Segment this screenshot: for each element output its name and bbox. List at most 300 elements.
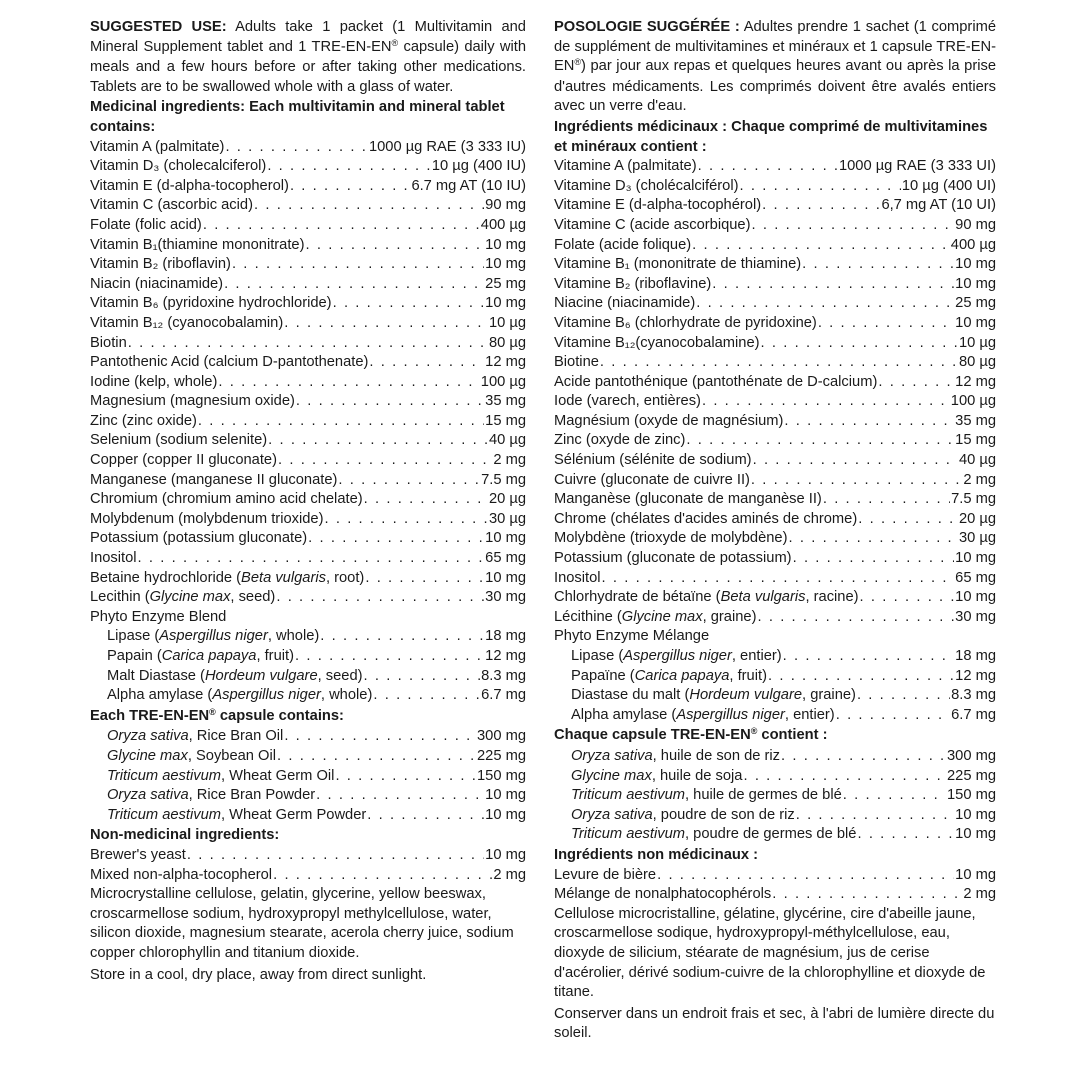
ingredient-amount: 35 mg (955, 412, 996, 429)
ingredient-name: Niacine (niacinamide) (554, 295, 696, 312)
posologie-label: POSOLOGIE SUGGÉRÉE : (554, 19, 740, 35)
ingredient-name: Vitamine C (acide ascorbique) (554, 216, 751, 233)
dot-leader (290, 177, 411, 197)
ingredient-name: Malt Diastase (Hordeum vulgare, seed) (107, 667, 363, 684)
ingredient-row (554, 647, 996, 667)
ingredient-name: Zinc (oxyde de zinc) (554, 432, 686, 449)
ingredient-amount: 90 mg (955, 216, 996, 233)
ingredient-name: Folate (acide folique) (554, 236, 692, 253)
ingredient-row (90, 786, 526, 806)
ingredient-name: Vitamin B₁₂ (cyanocobalamin) (90, 314, 284, 331)
enzyme-ingredients-list-fr (554, 647, 996, 725)
ingredient-row (554, 196, 996, 216)
ingredient-row (90, 767, 526, 787)
ingredient-name: Papaïne (Carica papaya, fruit) (571, 667, 767, 684)
ingredients-medicinaux-heading: Ingrédients médicinaux : Chaque comprimé de multivitamines et minéraux contient : (554, 118, 988, 155)
ingredient-amount: 10 µg (400 UI) (901, 177, 996, 194)
ingredient-amount: 100 µg (950, 393, 996, 410)
ingredient-name: Copper (copper II gluconate) (90, 452, 277, 469)
ingredient-row (554, 334, 996, 354)
ingredient-row (90, 647, 526, 667)
ingredient-amount: 10 µg (958, 334, 996, 351)
ingredient-row (90, 314, 526, 334)
tablet-ingredients-list-fr (554, 157, 996, 627)
ingredient-name: Lipase (Aspergillus niger, whole) (107, 628, 320, 645)
dot-leader (128, 334, 488, 354)
ingredient-row (90, 216, 526, 236)
dot-leader (757, 608, 954, 628)
ingredient-amount: 400 µg (480, 216, 526, 233)
dot-leader (373, 686, 480, 706)
ingredient-name: Diastase du malt (Hordeum vulgare, graine) (571, 687, 856, 704)
dot-leader (232, 255, 484, 275)
dot-leader (225, 138, 368, 158)
dot-leader (367, 806, 484, 826)
ingredient-name: Vitamin B₁(thiamine mononitrate) (90, 236, 305, 253)
dot-leader (751, 471, 962, 491)
dot-leader (305, 236, 484, 256)
ingredient-name: Iode (varech, entières) (554, 393, 701, 410)
phyto-enzyme-melange-label: Phyto Enzyme Mélange (554, 628, 710, 645)
ingredient-row (90, 549, 526, 569)
ingredient-amount: 12 mg (485, 648, 526, 664)
ingredient-row (90, 196, 526, 216)
ingredient-amount: 10 mg (955, 256, 996, 273)
ingredient-name: Vitamin D₃ (cholecalciferol) (90, 158, 267, 175)
non-medicinal-heading: Non-medicinal ingredients: (90, 827, 280, 844)
ingredient-name: Papain (Carica papaya, fruit) (107, 648, 294, 664)
ingredient-row (90, 412, 526, 432)
dot-leader (284, 314, 488, 334)
dot-leader (878, 373, 954, 393)
ingredient-name: Pantothenic Acid (calcium D-pantothenate) (90, 354, 369, 371)
ingredient-row (90, 866, 526, 886)
dot-leader (218, 373, 479, 393)
suggested-use-paragraph (90, 18, 526, 97)
ingredient-name: Triticum aestivum, huile de germes de blé (571, 787, 842, 804)
ingredient-name: Manganese (manganese II gluconate) (90, 471, 338, 488)
dot-leader (692, 236, 950, 256)
dot-leader (818, 314, 954, 334)
dot-leader (254, 196, 484, 216)
dot-leader (793, 549, 955, 569)
dot-leader (751, 216, 954, 236)
ingredient-row (90, 431, 526, 451)
ingredient-row (90, 667, 526, 687)
ingredient-amount: 40 µg (958, 452, 996, 469)
english-column (90, 18, 526, 985)
dot-leader (338, 471, 480, 491)
ingredient-amount: 8.3 mg (951, 687, 996, 704)
dot-leader (224, 275, 484, 295)
ingredient-name: Triticum aestivum, Wheat Germ Oil (107, 767, 335, 784)
ingredient-amount: 2 mg (493, 866, 526, 883)
ingredient-row (554, 806, 996, 826)
ingredient-name: Vitamin C (ascorbic acid) (90, 197, 253, 214)
ingredient-row (554, 529, 996, 549)
ingredient-amount: 10 µg (488, 314, 526, 331)
ingredient-name: Vitamine B₁ (mononitrate de thiamine) (554, 256, 802, 273)
ingredient-row (554, 431, 996, 451)
dot-leader (364, 490, 488, 510)
dot-leader (686, 431, 954, 451)
dot-leader (657, 866, 954, 886)
dot-leader (268, 431, 488, 451)
ingredient-amount: 2 mg (493, 452, 526, 469)
ingredient-name: Levure de bière (554, 866, 657, 883)
ingredient-row (554, 885, 996, 905)
ingredient-amount: 6.7 mg (481, 687, 526, 704)
ingredient-amount: 10 mg (955, 550, 996, 567)
capsule-contents-heading: Each TRE-EN-EN® capsule contains: (90, 706, 344, 724)
ingredient-row (90, 392, 526, 412)
ingredient-name: Vitamine B₆ (chlorhydrate de pyridoxine) (554, 314, 817, 331)
ingredient-amount: 12 mg (955, 667, 996, 684)
dot-leader (781, 747, 946, 767)
ingredient-amount: 300 mg (947, 747, 996, 764)
ingredient-name: Sélénium (sélénite de sodium) (554, 452, 752, 469)
ingredient-name: Chrome (chélates d'acides aminés de chrome) (554, 510, 858, 527)
ingredient-row (90, 686, 526, 706)
ingredient-name: Vitamin E (d-alpha-tocopherol) (90, 177, 289, 194)
ingredient-amount: 30 mg (485, 589, 526, 606)
dot-leader (284, 727, 476, 747)
ingredient-name: Folate (folic acid) (90, 216, 202, 233)
ingredient-amount: 7.5 mg (951, 491, 996, 508)
ingredient-amount: 15 mg (955, 432, 996, 449)
dot-leader (823, 490, 950, 510)
dot-leader (203, 216, 480, 236)
dot-leader (365, 569, 484, 589)
ingredient-row (90, 353, 526, 373)
tablet-ingredients-list (90, 138, 526, 608)
registered-trademark-icon: ® (209, 706, 216, 717)
ingredient-row (90, 627, 526, 647)
ingredient-amount: 65 mg (955, 569, 996, 586)
ingredient-name: Oryza sativa, huile de son de riz (571, 747, 780, 764)
dot-leader (198, 412, 484, 432)
ingredient-name: Brewer's yeast (90, 846, 186, 863)
ingredient-amount: 225 mg (477, 747, 526, 764)
ingredient-amount: 10 mg (485, 295, 526, 312)
dot-leader (783, 647, 955, 667)
ingredient-amount: 6.7 mg (951, 706, 996, 723)
ingredient-name: Biotine (554, 354, 599, 371)
ingredient-row (90, 373, 526, 393)
ingredient-name: Selenium (sodium selenite) (90, 432, 268, 449)
ingredient-name: Iodine (kelp, whole) (90, 373, 218, 390)
ingredient-amount: 12 mg (485, 354, 526, 371)
ingredient-name: Glycine max, huile de soja (571, 767, 743, 784)
dot-leader (743, 767, 946, 787)
ingredient-row (90, 294, 526, 314)
dot-leader (753, 451, 958, 471)
ingredient-row (554, 392, 996, 412)
ingredient-amount: 90 mg (485, 197, 526, 214)
ingredient-name: Mixed non-alpha-tocopherol (90, 866, 273, 883)
registered-trademark-icon: ® (750, 726, 758, 737)
ingredient-row (90, 157, 526, 177)
ingredient-row (90, 177, 526, 197)
ingredient-amount: 100 µg (480, 373, 526, 390)
ingredient-name: Inositol (554, 569, 601, 586)
ingredient-row (90, 138, 526, 158)
ingredient-amount: 150 mg (477, 767, 526, 784)
ingredient-row (554, 510, 996, 530)
ingredient-name: Biotin (90, 334, 127, 351)
ingredient-name: Potassium (gluconate de potassium) (554, 550, 792, 567)
dot-leader (138, 549, 485, 569)
ingredient-row (90, 569, 526, 589)
dot-leader (364, 667, 481, 687)
dot-leader (836, 706, 950, 726)
dot-leader (369, 353, 484, 373)
dot-leader (296, 392, 484, 412)
ingredient-row (554, 608, 996, 628)
ingredient-amount: 80 µg (958, 354, 996, 371)
ingredient-amount: 10 mg (955, 866, 996, 883)
registered-trademark-icon: ® (574, 57, 582, 68)
ingredient-row (90, 529, 526, 549)
ingredient-name: Alpha amylase (Aspergillus niger, whole) (107, 687, 373, 704)
dot-leader (187, 846, 484, 866)
ingredient-name: Alpha amylase (Aspergillus niger, entier) (571, 706, 835, 723)
ingredient-amount: 10 mg (485, 806, 526, 823)
ingredient-row (554, 706, 996, 726)
ingredient-row (554, 667, 996, 687)
dot-leader (295, 647, 484, 667)
ingredient-name: Vitamin A (palmitate) (90, 138, 225, 155)
ingredient-name: Oryza sativa, poudre de son de riz (571, 806, 795, 823)
dot-leader (768, 667, 954, 687)
dot-leader (789, 529, 958, 549)
ingredient-amount: 7.5 mg (481, 471, 526, 488)
ingredient-amount: 6,7 mg AT (10 UI) (881, 197, 996, 214)
ingredient-row (554, 866, 996, 886)
ingredient-name: Triticum aestivum, poudre de germes de blé (571, 826, 857, 843)
dot-leader (276, 588, 484, 608)
ingredient-amount: 10 mg (955, 806, 996, 823)
ingredient-name: Oryza sativa, Rice Bran Oil (107, 728, 284, 745)
ingredient-row (90, 334, 526, 354)
ingredient-name: Lécithine (Glycine max, graine) (554, 608, 757, 625)
ingredient-row (554, 255, 996, 275)
dot-leader (857, 686, 950, 706)
ingredient-amount: 18 mg (955, 648, 996, 664)
ingredient-row (554, 353, 996, 373)
ingredient-amount: 25 mg (485, 275, 526, 292)
ingredient-amount: 35 mg (485, 393, 526, 410)
ingredient-name: Vitamine B₁₂(cyanocobalamine) (554, 334, 760, 351)
ingredient-row (554, 236, 996, 256)
dot-leader (796, 806, 954, 826)
ingredient-name: Vitamine E (d-alpha-tocophérol) (554, 197, 762, 214)
ingredient-name: Vitamine B₂ (riboflavine) (554, 275, 712, 292)
dot-leader (320, 627, 484, 647)
ingredient-amount: 2 mg (963, 471, 996, 488)
ingredient-row (554, 294, 996, 314)
posologie-text: Adultes prendre 1 sachet (1 comprimé de supplément de multivitamines et minéraux et 1 capsule TRE-EN-EN®) par jour aux repas et quelques heures avant ou après la prise d'autres médicaments. Les comprimés doivent être avalés entiers avec un verre d'eau. (554, 19, 996, 115)
ingredient-amount: 225 mg (947, 767, 996, 784)
ingredient-name: Magnésium (oxyde de magnésium) (554, 412, 784, 429)
dot-leader (761, 334, 958, 354)
ingredient-amount: 25 mg (955, 295, 996, 312)
ingredient-name: Vitamine D₃ (cholécalciférol) (554, 177, 739, 194)
non-medicinal-text-fr: Cellulose microcristalline, gélatine, glycérine, cire d'abeille jaune, croscarmellose sodique, hydroxypropyl-méthylcellulose, eau, dioxyde de silicium, stéarate de magnésium, jus de cerise d'acérolier, dérivé sodium-cuivre de la chlorophylline et dioxyde de titane. (554, 905, 986, 1001)
ingredient-row (554, 373, 996, 393)
posologie-paragraph (554, 18, 996, 117)
ingredient-amount: 10 mg (485, 787, 526, 804)
ingredient-name: Mélange de nonalphatocophérols (554, 886, 772, 903)
ingredient-amount: 30 µg (958, 530, 996, 547)
ingredient-row (554, 588, 996, 608)
ingredient-amount: 65 mg (485, 550, 526, 567)
ingredient-name: Zinc (zinc oxide) (90, 412, 197, 429)
ingredient-amount: 2 mg (963, 886, 996, 903)
ingredient-amount: 10 mg (955, 826, 996, 843)
ingredient-name: Niacin (niacinamide) (90, 275, 224, 292)
non-medicinal-text: Microcrystalline cellulose, gelatin, glycerine, yellow beeswax, croscarmellose sodium, hydroxypropyl methylcellulose, water, silicon dioxide, magnesium stearate, acerola cherry juice, sodium copper chlorophyllin and titanium dioxide. (90, 886, 514, 961)
ingredient-name: Vitamine A (palmitate) (554, 158, 697, 175)
storage-text: Store in a cool, dry place, away from direct sunlight. (90, 966, 427, 983)
dot-leader (698, 157, 838, 177)
dot-leader (333, 294, 485, 314)
french-column (554, 18, 996, 1044)
non-medicinal-heading-fr: Ingrédients non médicinaux : (554, 846, 759, 863)
ingredient-row (554, 686, 996, 706)
dot-leader (602, 569, 955, 589)
registered-trademark-icon: ® (391, 37, 399, 48)
ingredient-name: Glycine max, Soybean Oil (107, 747, 276, 764)
dot-leader (267, 157, 431, 177)
ingredient-row (90, 510, 526, 530)
dot-leader (712, 275, 954, 295)
ingredient-row (90, 588, 526, 608)
ingredient-row (90, 747, 526, 767)
ingredient-row (554, 177, 996, 197)
ingredient-amount: 150 mg (947, 787, 996, 804)
ingredient-amount: 400 µg (950, 236, 996, 253)
ingredient-name: Manganèse (gluconate de manganèse II) (554, 491, 822, 508)
phyto-enzyme-blend-label: Phyto Enzyme Blend (90, 608, 227, 625)
dot-leader (308, 529, 484, 549)
ingredient-amount: 10 mg (485, 236, 526, 253)
ingredient-row (90, 451, 526, 471)
ingredient-name: Lipase (Aspergillus niger, entier) (571, 648, 782, 664)
ingredient-row (554, 786, 996, 806)
ingredient-row (90, 255, 526, 275)
dot-leader (802, 255, 954, 275)
dot-leader (762, 196, 880, 216)
ingredient-row (554, 314, 996, 334)
ingredient-name: Inositol (90, 550, 137, 567)
ingredient-amount: 10 mg (955, 275, 996, 292)
ingredient-name: Magnesium (magnesium oxide) (90, 393, 295, 410)
ingredient-name: Cuivre (gluconate de cuivre II) (554, 471, 750, 488)
ingredient-amount: 12 mg (955, 373, 996, 390)
dot-leader (858, 510, 958, 530)
non-medicinal-list-fr (554, 866, 996, 905)
ingredient-amount: 30 µg (488, 510, 526, 527)
ingredient-amount: 80 µg (488, 334, 526, 351)
ingredient-amount: 20 µg (958, 510, 996, 527)
ingredient-row (90, 236, 526, 256)
capsule-ingredients-list (90, 727, 526, 825)
ingredient-row (554, 747, 996, 767)
capsule-ingredients-list-fr (554, 747, 996, 845)
dot-leader (739, 177, 900, 197)
ingredient-row (554, 451, 996, 471)
ingredient-row (554, 216, 996, 236)
ingredient-name: Chlorhydrate de bétaïne (Beta vulgaris, racine) (554, 589, 859, 606)
suggested-use-label: SUGGESTED USE: (90, 19, 227, 35)
dot-leader (273, 866, 492, 886)
dot-leader (843, 786, 946, 806)
ingredient-row (554, 471, 996, 491)
ingredient-name: Triticum aestivum, Wheat Germ Powder (107, 806, 367, 823)
ingredient-amount: 10 mg (485, 846, 526, 863)
capsule-contents-heading-fr: Chaque capsule TRE-EN-EN® contient : (554, 726, 828, 744)
ingredient-row (554, 549, 996, 569)
ingredient-row (90, 275, 526, 295)
dot-leader (316, 786, 484, 806)
ingredient-amount: 10 mg (955, 314, 996, 331)
ingredient-name: Vitamin B₆ (pyridoxine hydrochloride) (90, 295, 332, 312)
dot-leader (600, 353, 958, 373)
ingredient-amount: 8.3 mg (481, 667, 526, 684)
ingredient-row (90, 727, 526, 747)
ingredient-name: Acide pantothénique (pantothénate de D-calcium) (554, 373, 878, 390)
dot-leader (857, 825, 954, 845)
ingredient-name: Lecithin (Glycine max, seed) (90, 589, 276, 606)
suggested-use-text: Adults take 1 packet (1 Multivitamin and Mineral Supplement tablet and 1 TRE-EN-EN® capsule) daily with meals and a few hours before or after taking other medications. Tablets are to be swallowed whole with a glass of water. (90, 19, 526, 95)
ingredient-row (90, 846, 526, 866)
ingredient-amount: 30 mg (955, 608, 996, 625)
ingredient-row (554, 569, 996, 589)
ingredient-row (554, 275, 996, 295)
ingredient-name: Molybdenum (molybdenum trioxide) (90, 510, 324, 527)
ingredient-row (554, 157, 996, 177)
ingredient-amount: 10 mg (955, 589, 996, 606)
ingredient-name: Betaine hydrochloride (Beta vulgaris, root) (90, 569, 365, 586)
enzyme-ingredients-list (90, 627, 526, 705)
dot-leader (277, 747, 476, 767)
ingredient-amount: 40 µg (488, 432, 526, 449)
ingredient-amount: 15 mg (485, 412, 526, 429)
ingredient-name: Chromium (chromium amino acid chelate) (90, 491, 363, 508)
dot-leader (335, 767, 476, 787)
dot-leader (772, 885, 962, 905)
medicinal-ingredients-heading: Medicinal ingredients: Each multivitamin and mineral tablet contains: (90, 99, 505, 135)
ingredient-name: Oryza sativa, Rice Bran Powder (107, 787, 316, 804)
ingredient-amount: 6.7 mg AT (10 IU) (411, 177, 526, 194)
ingredient-row (554, 490, 996, 510)
dot-leader (784, 412, 954, 432)
ingredient-row (90, 490, 526, 510)
storage-text-fr: Conserver dans un endroit frais et sec, à l'abri de lumière directe du soleil. (554, 1005, 995, 1042)
ingredient-amount: 18 mg (485, 628, 526, 645)
ingredient-amount: 10 mg (485, 530, 526, 547)
ingredient-row (554, 825, 996, 845)
ingredient-amount: 1000 µg RAE (3 333 UI) (838, 158, 996, 175)
ingredient-name: Vitamin B₂ (riboflavin) (90, 256, 231, 273)
ingredient-amount: 10 mg (485, 256, 526, 273)
dot-leader (860, 588, 955, 608)
ingredient-row (554, 767, 996, 787)
ingredient-name: Molybdène (trioxyde de molybdène) (554, 530, 788, 547)
dot-leader (324, 510, 487, 530)
ingredient-amount: 300 mg (477, 728, 526, 745)
